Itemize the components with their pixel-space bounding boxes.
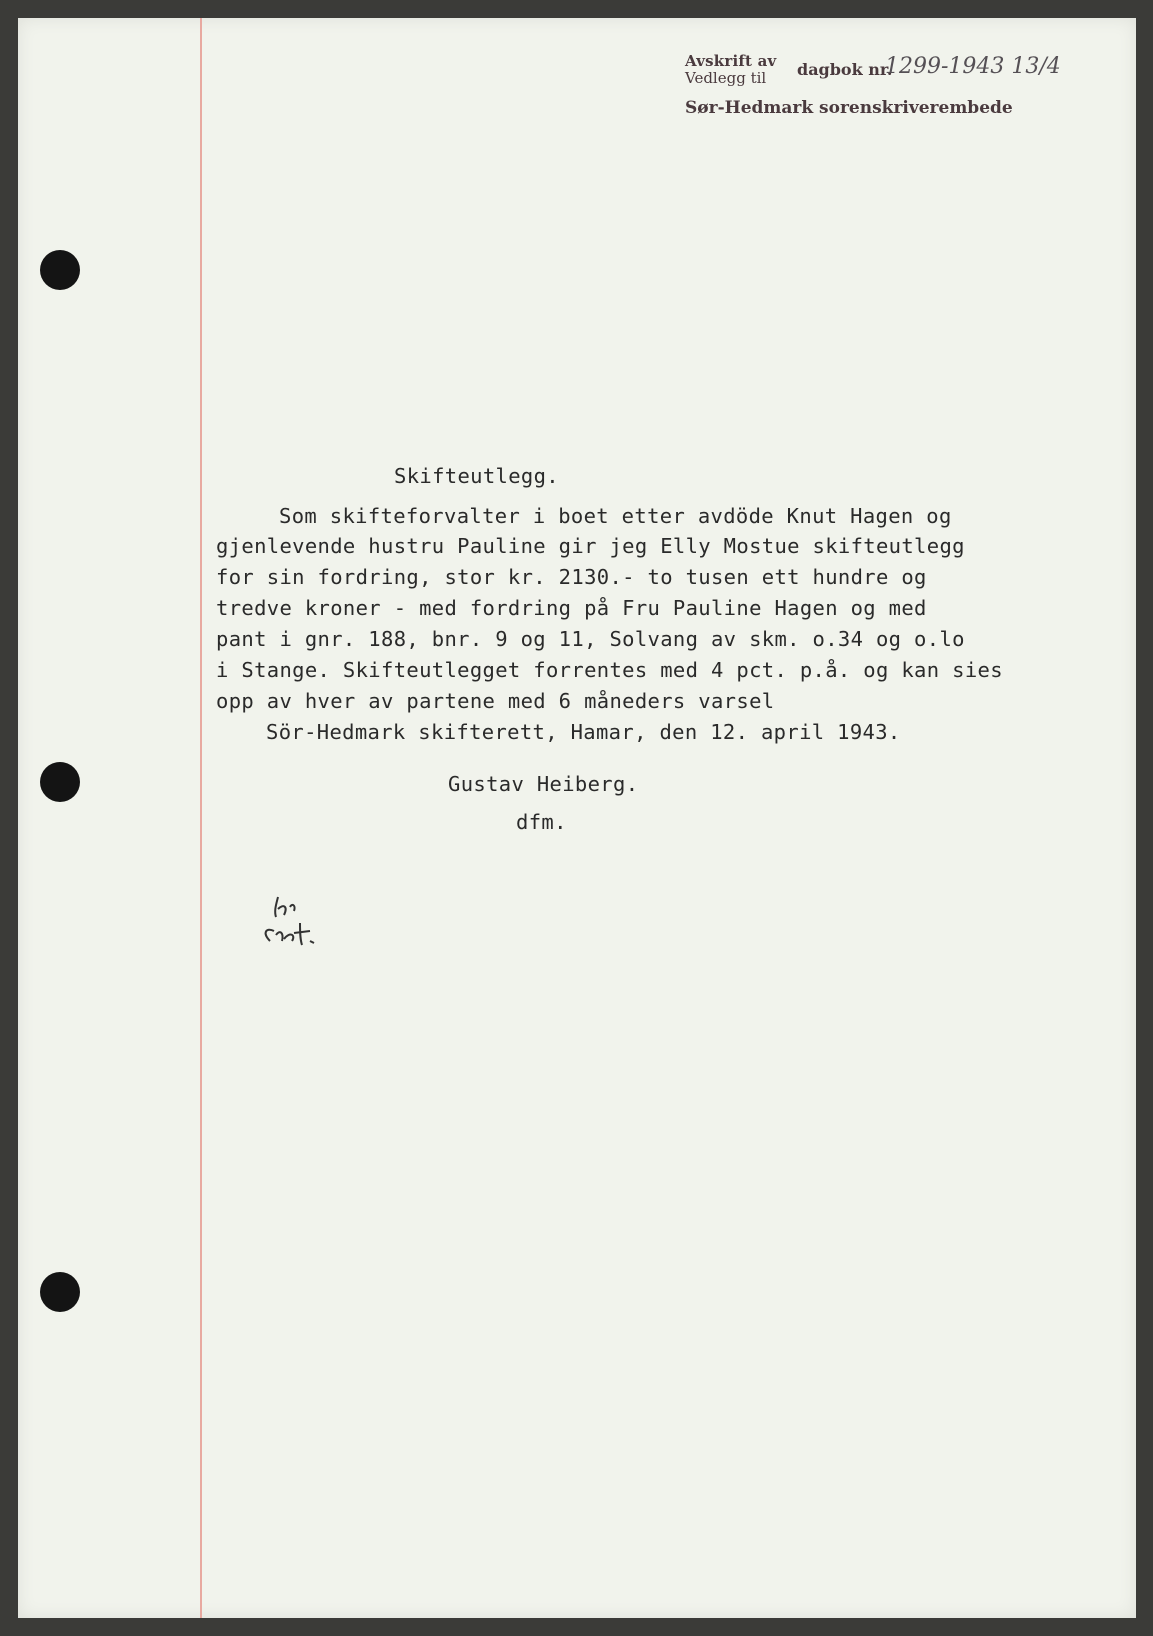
punch-hole-bottom	[40, 1272, 80, 1312]
document-page	[18, 18, 1136, 1618]
body-line-6: i Stange. Skifteutlegget forrentes med 4 pct. p.å. og kan sies	[216, 658, 1003, 682]
punch-hole-middle	[40, 762, 80, 802]
signer-title: dfm.	[516, 810, 567, 834]
stamp-office: Sør-Hedmark sorenskriverembede	[685, 98, 1013, 118]
body-line-3: for sin fordring, stor kr. 2130.- to tusen ett hundre og	[216, 565, 927, 589]
handwritten-initials	[256, 883, 336, 963]
registry-stamp	[685, 52, 1085, 132]
stamp-dagbok-number: 1299-1943 13/4	[885, 54, 1061, 79]
margin-rule	[200, 18, 202, 1618]
body-line-4: tredve kroner - med fordring på Fru Pauline Hagen og med	[216, 596, 927, 620]
stamp-vedlegg: Vedlegg til	[685, 69, 767, 87]
stamp-avskrift: Avskrift av	[685, 52, 777, 70]
punch-hole-top	[40, 250, 80, 290]
signer-name: Gustav Heiberg.	[448, 772, 639, 796]
body-line-1: Som skifteforvalter i boet etter avdöde Knut Hagen og	[279, 504, 952, 528]
body-line-7: opp av hver av partene med 6 måneders varsel	[216, 689, 775, 713]
body-line-2: gjenlevende hustru Pauline gir jeg Elly Mostue skifteutlegg	[216, 534, 965, 558]
place-date: Sör-Hedmark skifterett, Hamar, den 12. april 1943.	[266, 720, 901, 744]
body-line-5: pant i gnr. 188, bnr. 9 og 11, Solvang av skm. o.34 og o.lo	[216, 627, 965, 651]
document-title: Skifteutlegg.	[394, 464, 559, 488]
stamp-dagbok-label: dagbok nr.	[797, 60, 893, 79]
